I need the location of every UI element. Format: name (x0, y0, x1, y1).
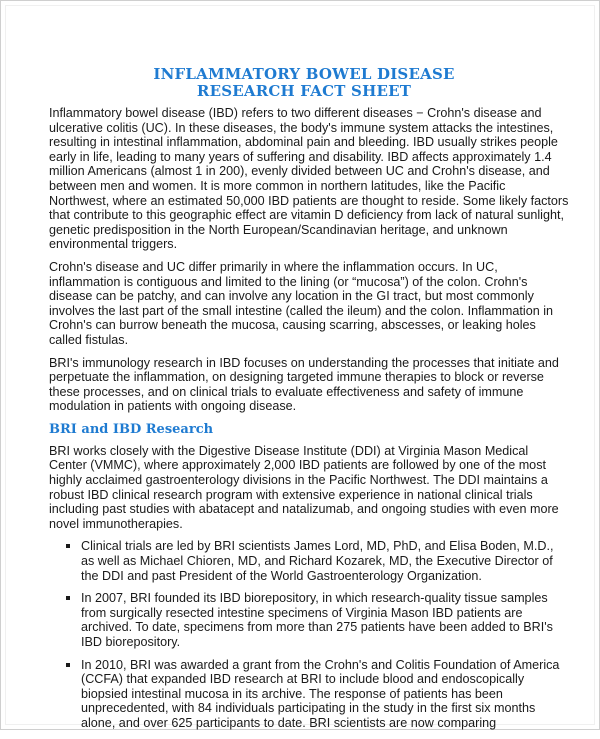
list-item-text: Clinical trials are led by BRI scientists James Lord, MD, PhD, and Elisa Boden, M.D., as well as Michael Chioren, MD, and Richard Kozarek, MD, the Executive Director of the DDI and past President of the World Gastroenterology Organization. (81, 539, 554, 583)
intro-paragraph: Inflammatory bowel disease (IBD) refers to two different diseases − Crohn's disease and ulcerative colitis (UC). In these diseases, the body's immune system attacks the intestines, resulting in intestinal inflammation, abdominal pain and bleeding. IBD usually strikes people early in life, leading to many years of suffering and disability. IBD affects approximately 1.4 million Americans (almost 1 in 200), evenly divided between UC and Crohn's disease, and between men and women. It is more common in northern latitudes, like the Pacific Northwest, where an estimated 50,000 IBD patients are thought to reside. Some likely factors that contribute to this geographic effect are vitamin D deficiency from lack of natural sunlight, genetic predisposition in the North European/Scandinavian heritage, and unknown environmental triggers. (49, 106, 569, 252)
document-page (49, 66, 569, 739)
square-bullet-icon (66, 663, 70, 667)
section-paragraph: BRI works closely with the Digestive Disease Institute (DDI) at Virginia Mason Medical Center (VMMC), where approximately 2,000 IBD patients are followed by one of the most highly acclaimed gastroenterology divisions in the Pacific Northwest. The DDI maintains a robust IBD clinical research program with extensive experience in national clinical trials including past studies with abatacept and natalizumab, and ongoing studies with even more novel immunotherapies. (49, 443, 559, 531)
bullet-list (49, 539, 569, 730)
square-bullet-icon (66, 596, 70, 600)
document-title (39, 66, 569, 100)
list-item-text: In 2007, BRI founded its IBD biorepository, in which research-quality tissue samples from surgically resected intestine specimens of Virginia Mason IBD patients are archived. To date, specimens from more than 275 patients have been added to BRI's IBD biorepository. (81, 591, 553, 649)
square-bullet-icon (66, 544, 70, 548)
list-item (49, 658, 569, 731)
title-line-1: INFLAMMATORY BOWEL DISEASE (153, 65, 455, 83)
list-item (49, 539, 569, 583)
immunology-paragraph: BRI's immunology research in IBD focuses on understanding the processes that initiate and perpetuate the inflammation, on designing targeted immune therapies to block or reverse these processes, and on clinical trials to evaluate effectiveness and safety of immune modulation in patients with ongoing disease. (49, 355, 559, 414)
list-item-text: In 2010, BRI was awarded a grant from the Crohn's and Colitis Foundation of America (CCFA) that expanded IBD research at BRI to include blood and endoscopically biopsied intestinal mucosa in its archive. The response of patients has been unprecedented, with 84 individuals participating in the study in the first six months alone, and over 625 participants to date. BRI scientists are now comparing (81, 657, 560, 730)
title-line-2: RESEARCH FACT SHEET (196, 82, 412, 100)
crohns-uc-paragraph: Crohn's disease and UC differ primarily in where the inflammation occurs. In UC, inflammation is contiguous and limited to the lining (or “mucosa”) of the colon. Crohn's disease can be patchy, and can involve any location in the GI tract, but most commonly involves the last part of the small intestine (called the ileum) and the colon. Inflammation in Crohn's can burrow beneath the mucosa, causing scarring, abscesses, or leaking holes called fistulas. (49, 259, 554, 347)
list-item (49, 591, 569, 649)
section-heading: BRI and IBD Research (49, 421, 214, 437)
